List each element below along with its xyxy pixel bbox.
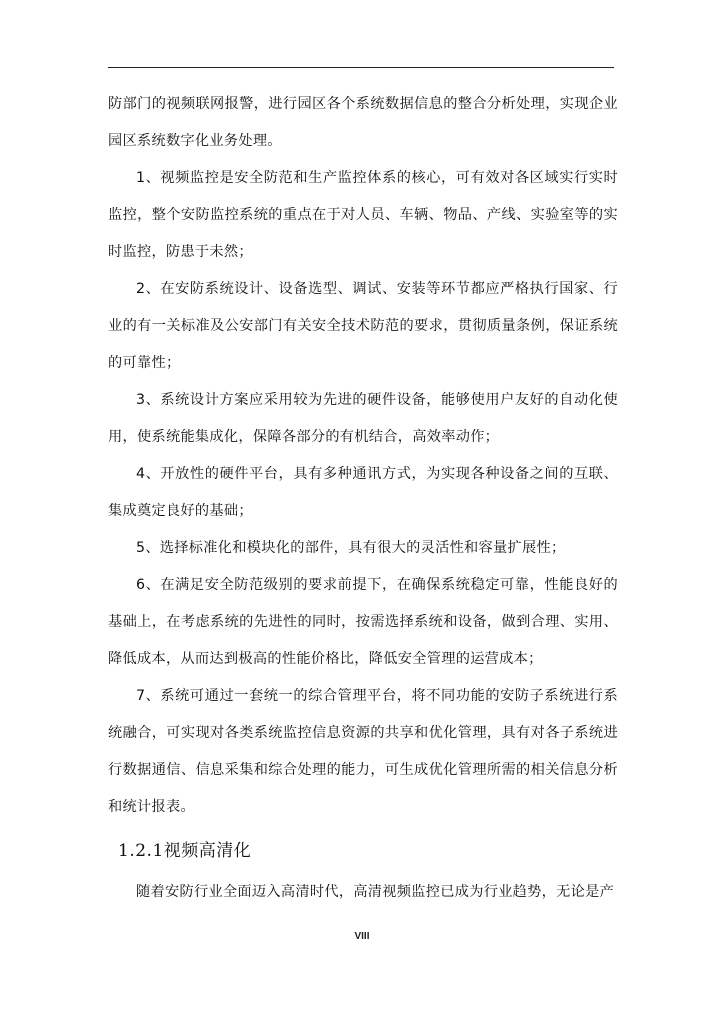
section-heading (118, 836, 618, 866)
body-paragraph: 防部门的视频联网报警，进行园区各个系统数据信息的整合分析处理，实现企业园区系统数字化业务处理。 (108, 96, 618, 149)
list-item-1: 1、视频监控是安全防范和生产监控体系的核心，可有效对各区域实行实时监控，整个安防监控系统的重点在于对人员、车辆、物品、产线、实验室等的实时监控，防患于未然； (108, 170, 618, 260)
list-item-6: 6、在满足安全防范级别的要求前提下，在确保系统稳定可靠，性能良好的基础上，在考虑系统的先进性的同时，按需选择系统和设备，做到合理、实用、降低成本，从而达到极高的性能价格比，降低安全管理的运营成本； (108, 577, 618, 667)
section-number: 1.2.1 (118, 841, 164, 861)
section-title: 视频高清化 (163, 841, 252, 861)
page-body (108, 86, 618, 911)
list-item-7: 7、系统可通过一套统一的综合管理平台，将不同功能的安防子系统进行系统融合，可实现对各类系统监控信息资源的共享和优化管理，具有对各子系统进行数据通信、信息采集和综合处理的能力，可生成优化管理所需的相关信息分析和统计报表。 (108, 688, 618, 815)
list-item-5: 5、选择标准化和模块化的部件，具有很大的灵活性和容量扩展性； (136, 540, 566, 556)
list-item-2: 2、在安防系统设计、设备选型、调试、安装等环节都应严格执行国家、行业的有一关标准及公安部门有关安全技术防范的要求，贯彻质量条例，保证系统的可靠性； (108, 281, 618, 371)
list-item-4: 4、开放性的硬件平台，具有多种通讯方式，为实现各种设备之间的互联、集成奠定良好的基础； (108, 466, 618, 519)
section-paragraph: 随着安防行业全面迈入高清时代，高清视频监控已成为行业趋势，无论是产 (136, 884, 615, 900)
page-number: VIII (354, 931, 370, 942)
list-item-3: 3、系统设计方案应采用较为先进的硬件设备，能够使用户友好的自动化使用，使系统能集成化，保障各部分的有机结合，高效率动作； (108, 392, 618, 445)
header-rule (108, 67, 614, 68)
